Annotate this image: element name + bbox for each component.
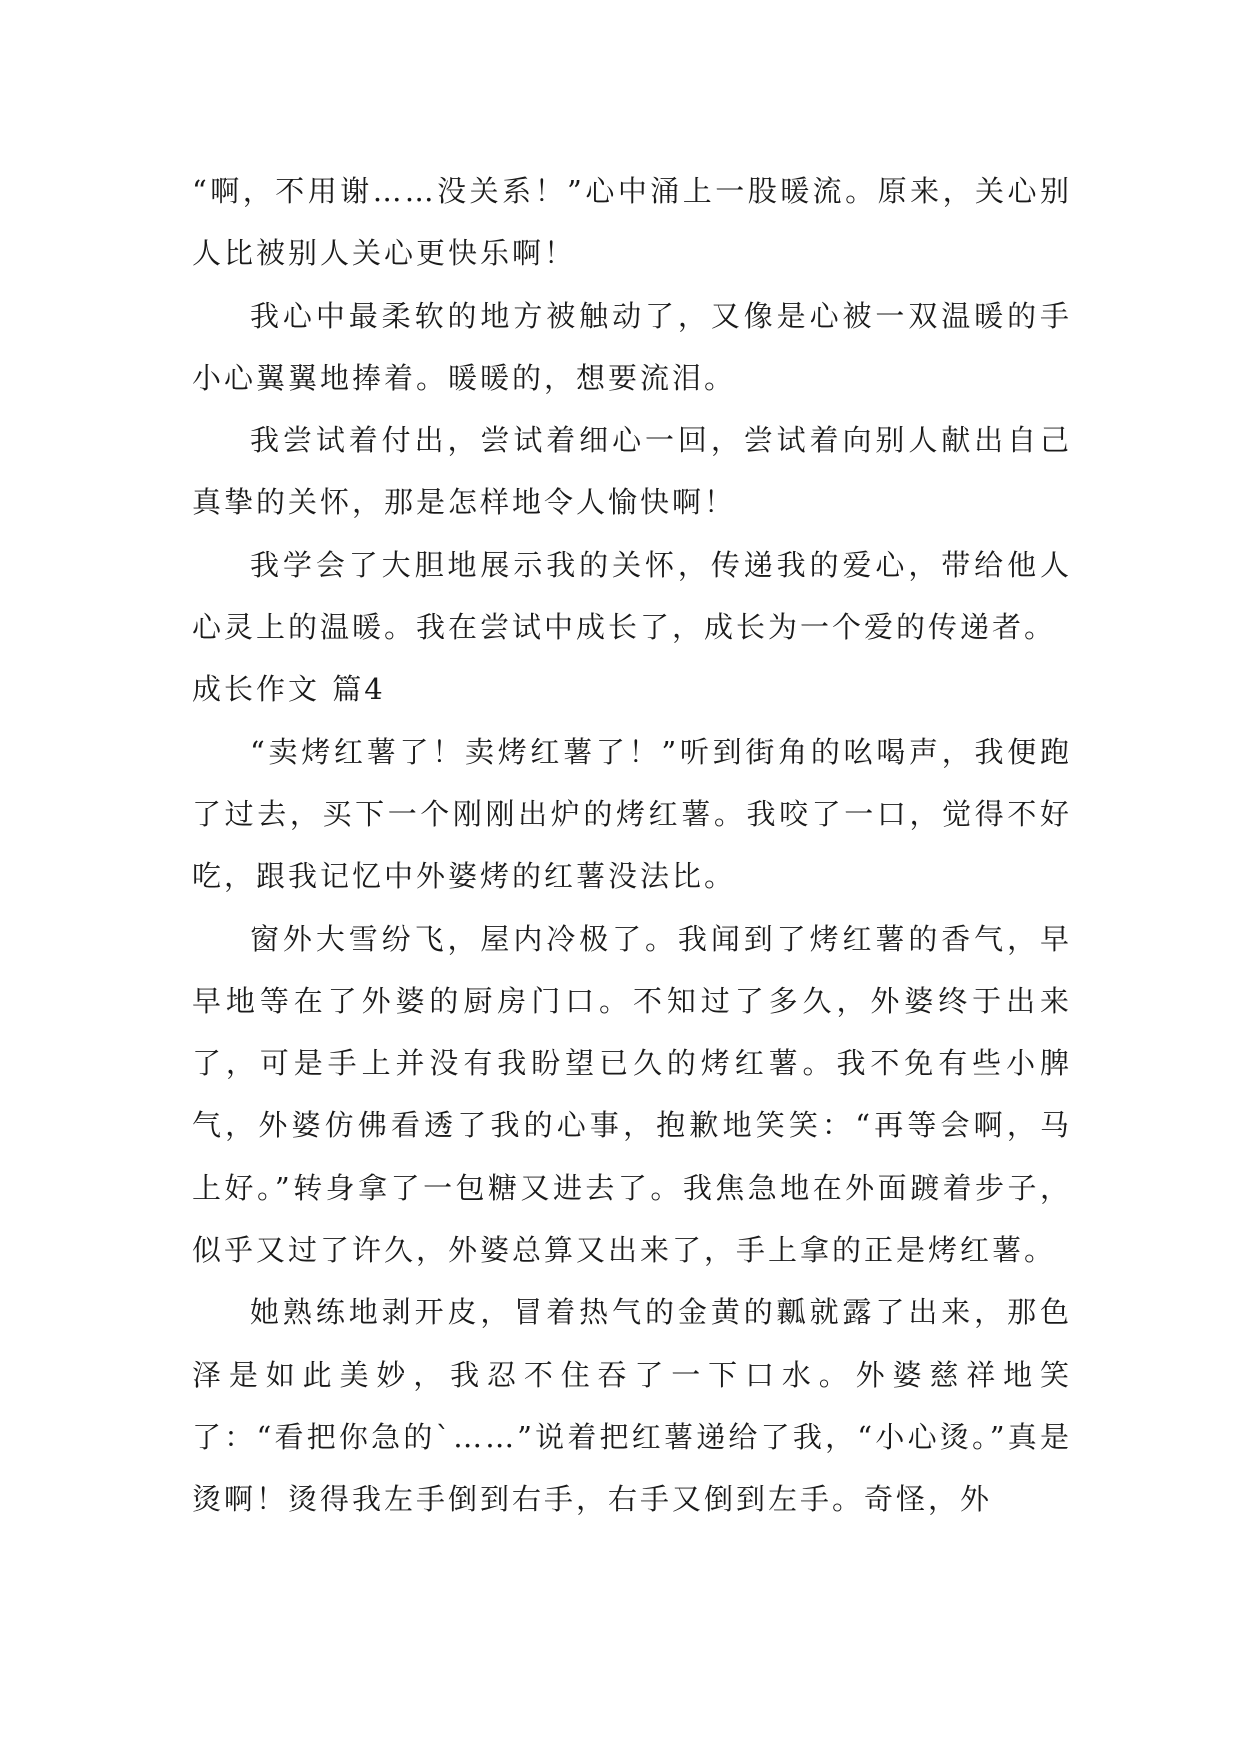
body-text <box>192 160 1072 1531</box>
paragraph: 我心中最柔软的地方被触动了，又像是心被一双温暖的手小心翼翼地捧着。暖暖的，想要流泪。 <box>192 298 1072 395</box>
paragraph: 她熟练地剥开皮，冒着热气的金黄的瓤就露了出来，那色泽是如此美妙，我忍不住吞了一下口水。外婆慈祥地笑了：“看把你急的`……”说着把红薯递给了我，“小心烫。”真是烫啊！烫得我左手倒到右手，右手又倒到左手。奇怪，外 <box>192 1295 1072 1517</box>
paragraph: “卖烤红薯了！卖烤红薯了！”听到街角的吆喝声，我便跑了过去，买下一个刚刚出炉的烤红薯。我咬了一口，觉得不好吃，跟我记忆中外婆烤的红薯没法比。 <box>192 734 1072 894</box>
paragraph: “啊，不用谢……没关系！”心中涌上一股暖流。原来，关心别人比被别人关心更快乐啊！ <box>192 174 1072 271</box>
paragraph: 窗外大雪纷飞，屋内冷极了。我闻到了烤红薯的香气，早早地等在了外婆的厨房门口。不知过了多久，外婆终于出来了，可是手上并没有我盼望已久的烤红薯。我不免有些小脾气，外婆仿佛看透了我的心事，抱歉地笑笑：“再等会啊，马上好。”转身拿了一包糖又进去了。我焦急地在外面踱着步子，似乎又过了许久，外婆总算又出来了，手上拿的正是烤红薯。 <box>192 921 1072 1268</box>
paragraph: 我尝试着付出，尝试着细心一回，尝试着向别人献出自己真挚的关怀，那是怎样地令人愉快啊！ <box>192 423 1072 520</box>
section-title: 成长作文 篇4 <box>192 672 386 707</box>
paragraph: 我学会了大胆地展示我的关怀，传递我的爱心，带给他人心灵上的温暖。我在尝试中成长了，成长为一个爱的传递者。 <box>192 547 1072 645</box>
